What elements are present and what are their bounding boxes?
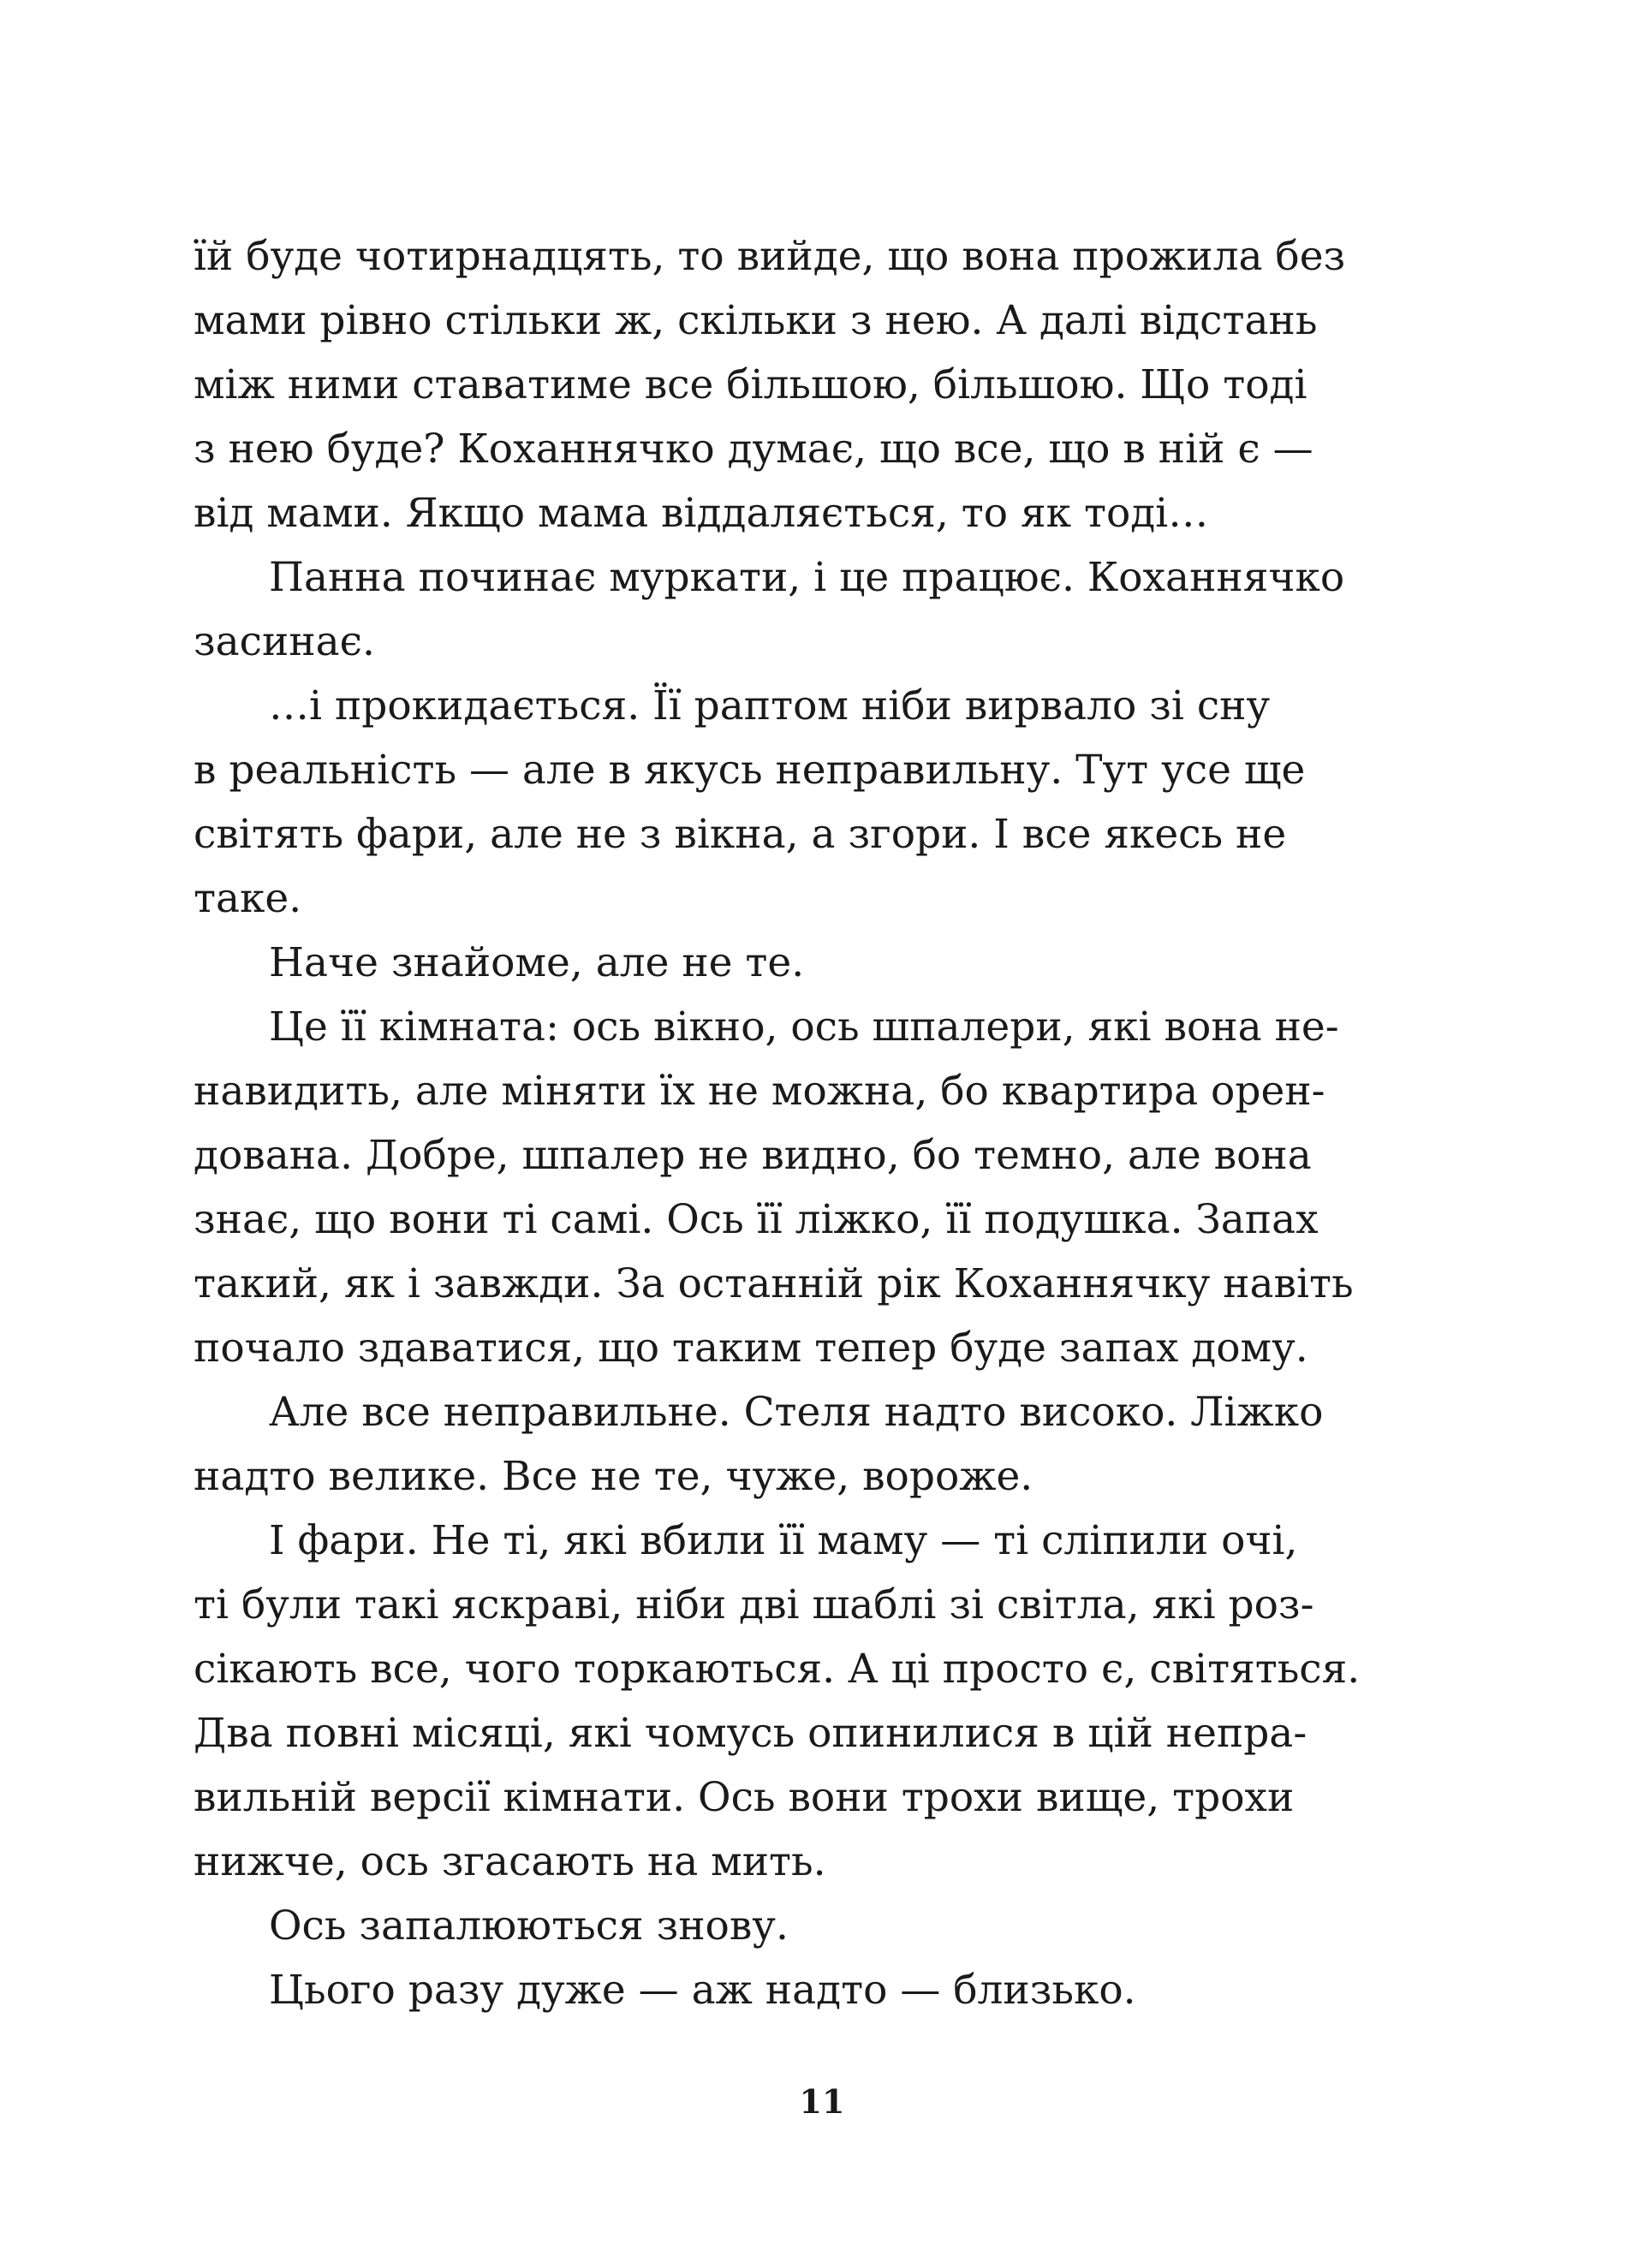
text-line: сікають все, чого торкаються. А ці просто є, світяться. (194, 1646, 1361, 1693)
text-line: почало здаватися, що таким тепер буде запах дому. (194, 1324, 1308, 1372)
text-line: нижче, ось згасають на мить. (194, 1838, 826, 1885)
text-line: між ними ставатиме все більшою, більшою. Що тоді (194, 361, 1307, 408)
text-line: …і прокидається. Її раптом ніби вирвало зі сну (269, 682, 1271, 729)
text-line: Але все неправильне. Стеля надто високо. Ліжко (269, 1389, 1324, 1436)
text-line: з нею буде? Коханнячко думає, що все, що в ній є — (194, 426, 1313, 473)
text-line: в реальність — але в якусь неправильну. Тут усе ще (194, 747, 1306, 794)
text-line: Два повні місяці, які чомусь опинилися в цій непра- (194, 1710, 1307, 1757)
text-line: Цього разу дуже — аж надто — близько. (269, 1967, 1136, 2014)
text-line: таке. (194, 875, 302, 922)
text-line: від мами. Якщо мама віддаляється, то як тоді… (194, 490, 1209, 537)
text-line: світять фари, але не з вікна, а згори. І все якесь не (194, 811, 1287, 858)
text-line: знає, що вони ті самі. Ось її ліжко, її подушка. Запах (194, 1196, 1319, 1243)
text-line: надто велике. Все не те, чуже, вороже. (194, 1453, 1033, 1500)
text-line: їй буде чотирнадцять, то вийде, що вона прожила без (194, 233, 1346, 280)
text-line: Це її кімната: ось вікно, ось шпалери, які вона не- (269, 1003, 1339, 1051)
text-line: вильній версії кімнати. Ось вони трохи вище, трохи (194, 1774, 1295, 1821)
page-number: 11 (799, 2082, 845, 2121)
body-text (194, 224, 1409, 2022)
text-line: І фари. Не ті, які вбили її маму — ті сліпили очі, (269, 1517, 1298, 1564)
text-line: Панна починає муркати, і це працює. Коханнячко (269, 554, 1345, 601)
text-line: ті були такі яскраві, ніби дві шаблі зі світла, які роз- (194, 1581, 1314, 1628)
text-line: засинає. (194, 618, 375, 665)
text-line: такий, як і завжди. За останній рік Коханнячку навіть (194, 1260, 1354, 1307)
text-line: Ось запалюються знову. (269, 1902, 789, 1950)
text-line: Наче знайоме, але не те. (269, 939, 805, 986)
text-line: мами рівно стільки ж, скільки з нею. А далі відстань (194, 297, 1318, 344)
text-line: дована. Добре, шпалер не видно, бо темно, але вона (194, 1132, 1312, 1179)
text-line: навидить, але міняти їх не можна, бо квартира орен- (194, 1068, 1325, 1115)
